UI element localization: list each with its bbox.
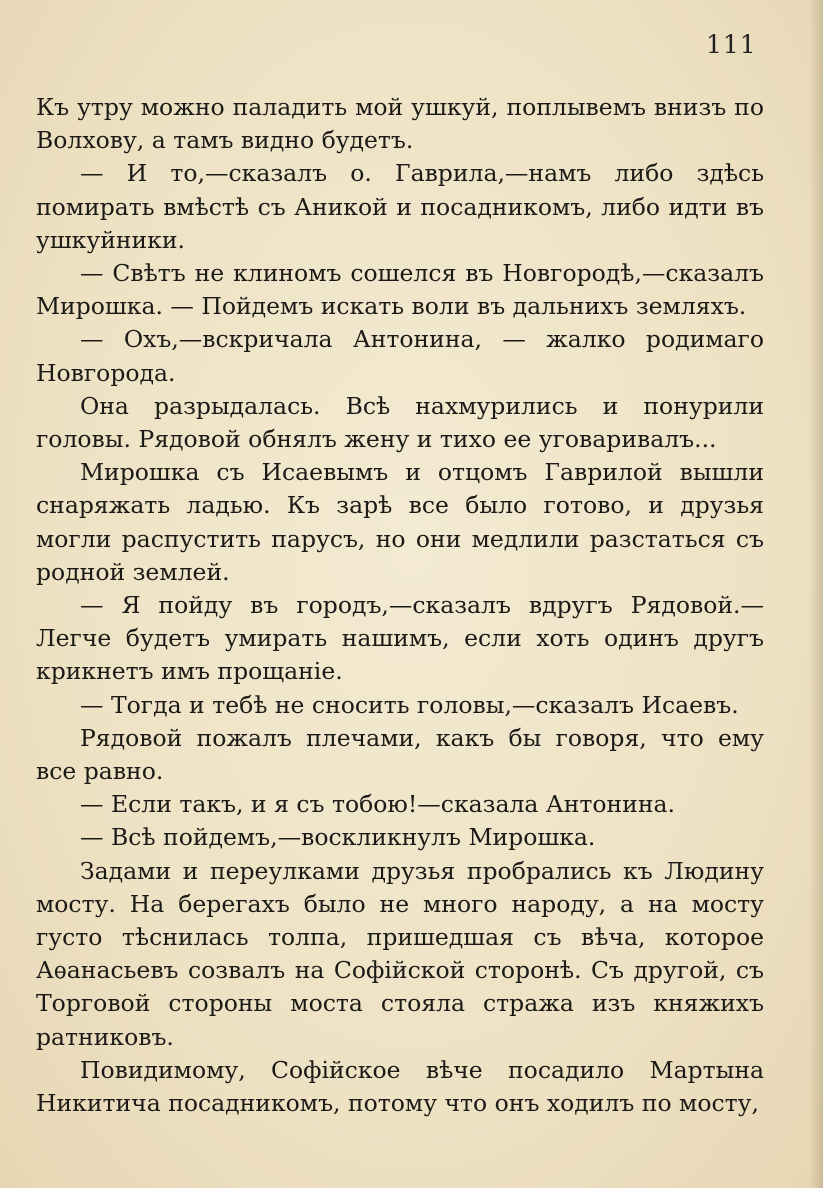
paragraph: Повидимому, Софiйское вѣче посадило Мартына Никитича посадникомъ, потому что онъ ходилъ по мосту,: [36, 1055, 764, 1118]
paragraph: Она разрыдалась. Всѣ нахмурились и понурили головы. Рядовой обнялъ жену и тихо ее уговаривалъ...: [36, 391, 764, 454]
paragraph: — Охъ,—вскричала Антонина, — жалко родимаго Новгорода.: [36, 325, 764, 387]
paragraph: — Свѣтъ не клиномъ сошелся въ Новгородѣ,—сказалъ Мирошка. — Пойдемъ искать воли въ дальнихъ земляхъ.: [36, 259, 764, 321]
paragraph: Мирошка съ Исаевымъ и отцомъ Гаврилой вышли снаряжать ладью. Къ зарѣ все было готово, и друзья могли распустить парусъ, но они медлили разстаться съ родной землей.: [36, 458, 764, 586]
paragraph: Къ утру можно паладить мой ушкуй, поплывемъ внизъ по Волхову, а тамъ видно будетъ.: [36, 93, 764, 155]
paragraph: — Я пойду въ городъ,—сказалъ вдругъ Рядовой.— Легче будетъ умирать нашимъ, если хоть одинъ другъ крикнетъ имъ прощанiе.: [36, 591, 764, 686]
page-number: 111: [706, 30, 757, 59]
paragraph: — Всѣ пойдемъ,—воскликнулъ Мирошка.: [80, 823, 596, 852]
paragraph: — Тогда и тебѣ не сносить головы,—сказалъ Исаевъ.: [80, 690, 739, 719]
page-text: [36, 91, 764, 1120]
paragraph: Рядовой пожалъ плечами, какъ бы говоря, что ему все равно.: [36, 723, 764, 786]
page-edge-shadow: [809, 0, 823, 1188]
paragraph: — И то,—сказалъ о. Гаврила,—намъ либо здѣсь помирать вмѣстѣ съ Аникой и посадникомъ, либо идти въ ушкуйники.: [36, 159, 764, 254]
paragraph: — Если такъ, и я съ тобою!—сказала Антонина.: [80, 790, 675, 819]
paragraph: Задами и переулками друзья пробрались къ Людину мосту. На берегахъ было не много народу, а на мосту густо тѣснилась толпа, пришедшая съ вѣча, которое Аѳанасьевъ созвалъ на Софiйской сторонѣ. Съ другой, съ Торговой стороны моста стояла стража изъ княжихъ ратниковъ.: [36, 856, 764, 1051]
